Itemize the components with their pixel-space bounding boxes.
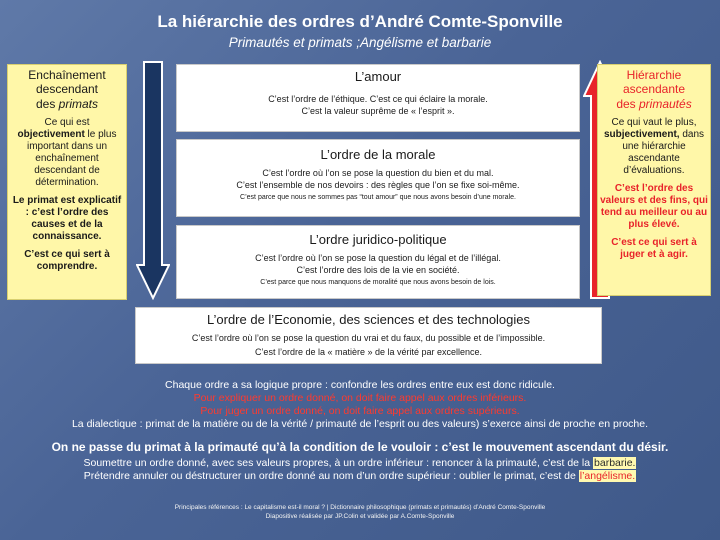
notes-block-2: [0, 457, 720, 483]
right-panel-text-3: C’est ce qui sert à juger et à agir.: [611, 237, 697, 261]
order-line-2: C’est la valeur suprême de « l’esprit ».: [301, 106, 455, 116]
order-line-3: C’est parce que nous manquons de moralité que nous avons besoin de lois.: [260, 279, 496, 286]
note-5: On ne passe du primat à la primauté qu’à la condition de le vouloir : c’est le mouvement ascendant du désir.: [51, 440, 669, 454]
left-panel-text-1: Ce qui est objectivement le plus important dans un enchaînement descendant de détermination.: [17, 117, 117, 189]
order-line-1: C’est l’ordre de l’éthique. C’est ce qui éclaire la morale.: [268, 94, 488, 104]
order-line-1: C’est l’ordre où l’on se pose la question du vrai et du faux, du possible et de l’impossible.: [191, 333, 546, 343]
order-line-2: C’est l’ensemble de nos devoirs : des règles que l’on se fixe soi-même.: [236, 180, 520, 190]
references: [0, 503, 720, 521]
arrow-down-icon: [136, 60, 170, 300]
order-card-morale: [176, 139, 580, 217]
order-card-amour: [176, 64, 580, 132]
right-panel-text-2: C’est l’ordre des valeurs et des fins, qui tend au meilleur ou au plus élevé.: [600, 183, 708, 231]
note-4: La dialectique : primat de la matière ou de la vérité / primauté de l’esprit ou des valeurs) s’exerce ainsi de proche en proche.: [71, 418, 649, 430]
reference-line-1: Principales références : Le capitalisme est-il moral ? | Dictionnaire philosophique (primats et primautés) d’André Comte-Sponville: [174, 504, 546, 511]
order-line-2: C’est l’ordre de la « matière » de la vérité par excellence.: [254, 347, 483, 357]
note-7: Prétendre annuler ou déstructurer un ordre donné au nom d’un ordre supérieur : oublier le primat, c’est de l’angélisme.: [83, 470, 636, 482]
order-card-juridico-politique: [176, 225, 580, 299]
right-panel-text-1: Ce qui vaut le plus, subjectivement, dans une hiérarchie ascendante d’évaluations.: [603, 117, 705, 177]
right-panel-primautes: [597, 64, 711, 296]
left-panel-primats: [7, 64, 127, 300]
reference-line-2: Diapositive réalisée par JP.Colin et validée par A.Comte-Sponville: [265, 513, 455, 520]
note-1: Chaque ordre a sa logique propre : confondre les ordres entre eux est donc ridicule.: [165, 379, 555, 391]
left-panel-text-2: Le primat est explicatif : c’est l’ordre des causes et de la connaissance.: [12, 195, 122, 243]
right-panel-heading: Hiérarchie ascendante: [622, 68, 686, 97]
page-subtitle: Primautés et primats ;Angélisme et barbarie: [228, 35, 492, 50]
notes-block: [0, 379, 720, 431]
order-line-3: C’est parce que nous ne sommes pas “tout amour” que nous avons besoin d’une morale.: [240, 194, 516, 201]
left-panel-heading: Enchaînement descendant: [28, 68, 106, 97]
order-title: L’ordre juridico-politique: [309, 232, 447, 247]
order-line-1: C’est l’ordre où l’on se pose la question du bien et du mal.: [262, 168, 494, 178]
page-title: La hiérarchie des ordres d’André Comte-Sponville: [157, 12, 563, 31]
note-3: Pour juger un ordre donné, on doit faire appel aux ordres supérieurs.: [200, 405, 520, 417]
order-title: L’ordre de la morale: [320, 147, 436, 162]
order-line-1: C’est l’ordre où l’on se pose la question du légal et de l’illégal.: [255, 253, 501, 263]
left-panel-heading2: des primats: [35, 96, 99, 111]
note-2: Pour expliquer un ordre donné, on doit faire appel aux ordres inférieurs.: [193, 392, 527, 404]
note-6: Soumettre un ordre donné, avec ses valeurs propres, à un ordre inférieur : renoncer à la primauté, c’est de la barbarie.: [83, 457, 636, 469]
order-line-2: C’est l’ordre des lois de la vie en société.: [296, 265, 460, 275]
order-title: L’ordre de l’Economie, des sciences et des technologies: [206, 312, 531, 327]
left-panel-text-3: C’est ce qui sert à comprendre.: [24, 249, 110, 273]
right-panel-heading2: des primautés: [616, 96, 692, 111]
order-card-economie: [135, 307, 602, 364]
order-title: L’amour: [354, 69, 402, 84]
